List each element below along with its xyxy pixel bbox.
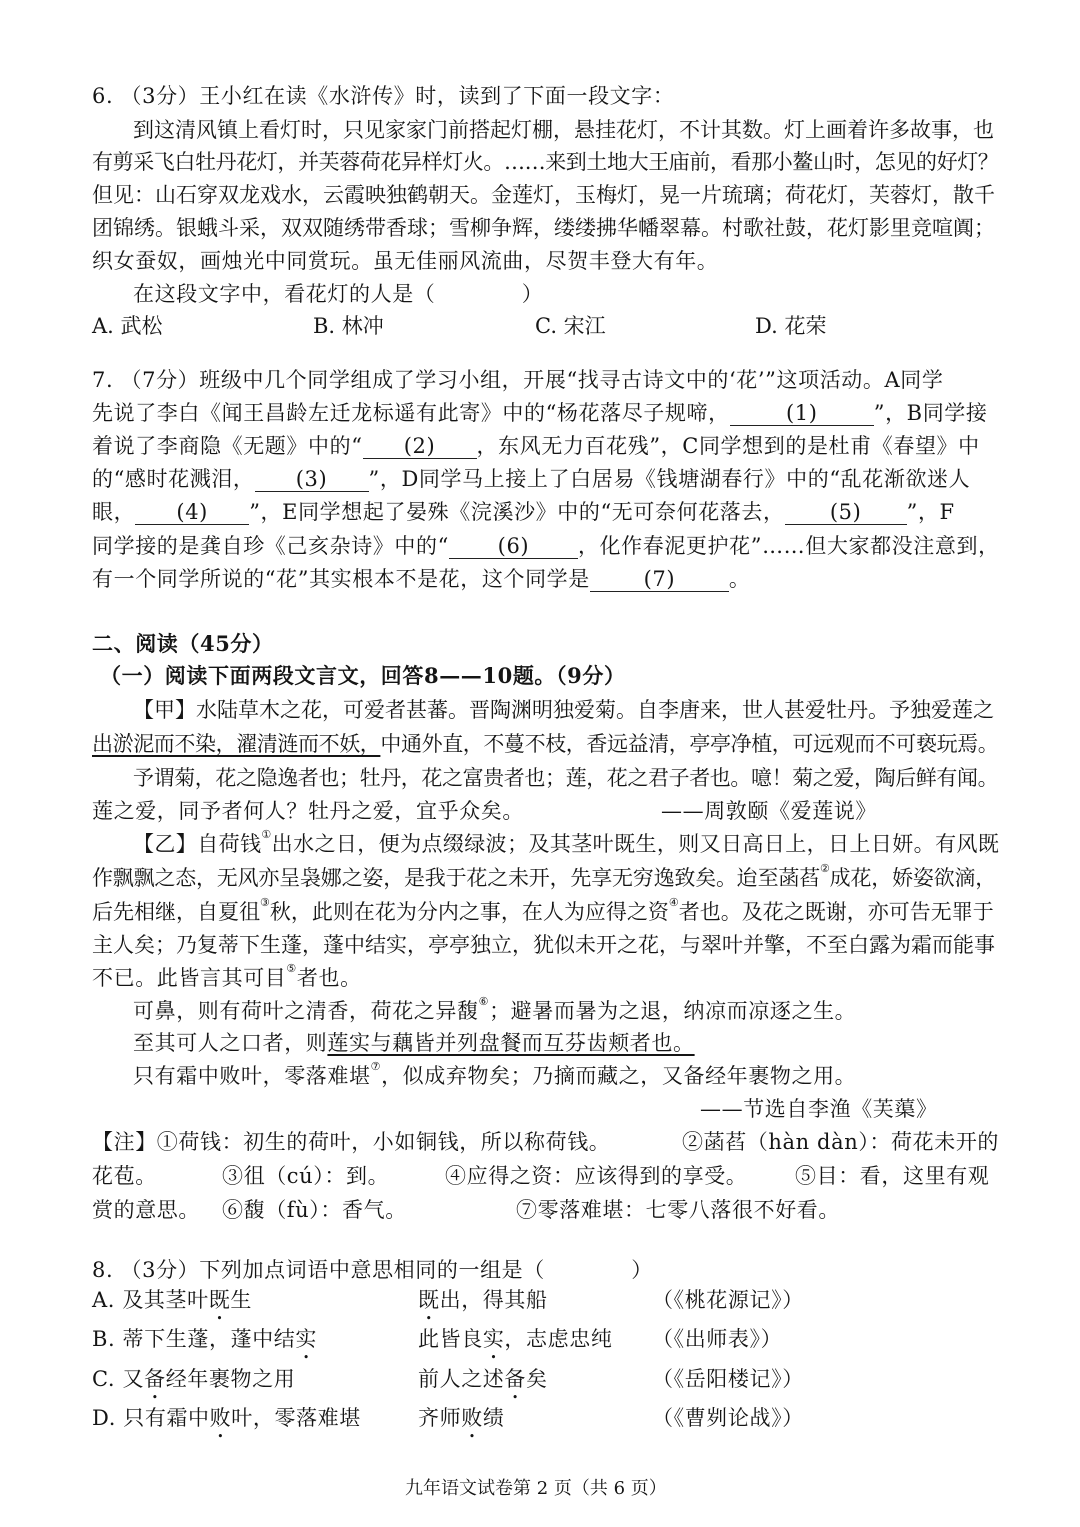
yi-source: ——节选自李渔《芙蕖》 [700, 1097, 938, 1121]
q6-passage-line: 但见：山石穿双龙戏水，云霞映独鹤朝天。金莲灯，玉梅灯，晃一片琉璃；荷花灯，芙蓉灯，散千 [92, 183, 995, 207]
notes-line: ③徂（cú）：到。 [222, 1164, 390, 1188]
q8-option-a-compare: 既出，得其船 [418, 1288, 548, 1312]
q8-option-b-compare: 此皆良实，志虑忠纯 [418, 1327, 613, 1351]
yi-line: 后先相继，自夏徂③秋，此则在花为分内之事，在人为应得之资④者也。及花之既谢，亦可告无罪于 [92, 896, 994, 924]
yi-line: 作飘飘之态，无风亦呈袅娜之姿，是我于花之未开，先享无穷逸致矣。迨至菡萏②成花，娇姿欲滴， [92, 862, 997, 890]
yi-line: 不已。此皆言其可目⑤者也。 [92, 962, 362, 990]
jia-line: 出淤泥而不染，濯清涟而不妖，中通外直，不蔓不枝，香远益清，亭亭净植，可远观而不可亵玩焉。 [92, 732, 999, 756]
q7-line: 7. （7分）班级中几个同学组成了学习小组，开展“找寻古诗文中的‘花’”这项活动。A同学 [92, 368, 944, 392]
q7-line: 眼， (4) ”，E同学想起了晏殊《浣溪沙》中的“无可奈何花落去， (5) ”，F [92, 500, 955, 524]
q7-line: 先说了李白《闻王昌龄左迁龙标遥有此寄》中的“杨花落尽子规啼， (1) ”，B同学接 [92, 401, 988, 425]
notes-line: ②菡萏（hàn dàn）：荷花未开的 [682, 1130, 1000, 1154]
answer-blank-1[interactable]: (1) [730, 401, 874, 426]
notes-line: ⑥馥（fù）：香气。 [222, 1198, 407, 1222]
q7-line: 同学接的是龚自珍《己亥杂诗》中的“ (6) ，化作春泥更护花”……但大家都没注意到， [92, 534, 1000, 558]
q8-option-b-source: （《出师表》） [652, 1327, 783, 1351]
q6-question: 在这段文字中，看花灯的人是（ ） [133, 282, 544, 306]
q8-option-a-source: （《桃花源记》） [652, 1288, 804, 1312]
underlined-sentence: 莲实与藕皆并列盘餐而互芬齿颊者也。 [327, 1031, 695, 1055]
jia-line: 【甲】水陆草木之花，可爱者甚蕃。晋陶渊明独爱菊。自李唐来，世人甚爱牡丹。予独爱莲之 [133, 698, 994, 722]
q7-line: 的“感时花溅泪， (3) ”，D同学马上接上了白居易《钱塘湖春行》中的“乱花渐欲迷人 [92, 467, 971, 491]
notes-line: 花苞。 [92, 1164, 157, 1188]
q6-passage-line: 到这清风镇上看灯时，只见家家门前搭起灯棚，悬挂花灯，不计其数。灯上画着许多故事，也 [133, 118, 994, 142]
answer-blank-7[interactable]: (7) [590, 567, 729, 592]
q8-option-a: A. 及其茎叶既生 [92, 1288, 252, 1312]
q8-option-d-source: （《曹刿论战》） [652, 1406, 804, 1430]
q6-option-b: B. 林冲 [313, 314, 384, 338]
answer-blank-4[interactable]: (4) [135, 500, 249, 525]
answer-blank-3[interactable]: (3) [255, 467, 369, 492]
q6-passage-line: 团锦绣。银蛾斗采，双双随绣带香球；雪柳争辉，缕缕拂华幡翠幕。村歌社鼓，花灯影里竞喧阗； [92, 216, 995, 240]
section-title: 二、阅读（45分） [92, 631, 274, 656]
q8-option-c-source: （《岳阳楼记》） [652, 1367, 804, 1391]
yi-line: 【乙】自荷钱①出水之日，便为点缀绿波；及其茎叶既生，则又日高日上，日上日妍。有风既 [133, 828, 1000, 856]
q8-option-c: C. 又备经年裹物之用 [92, 1367, 296, 1391]
subsection-title: （一）阅读下面两段文言文，回答8——10题。（9分） [100, 663, 626, 688]
jia-line: 莲之爱，同予者何人？牡丹之爱，宜乎众矣。 [92, 799, 524, 823]
q6-option-d: D. 花荣 [755, 314, 827, 338]
yi-line: 主人矣；乃复蒂下生蓬，蓬中结实，亭亭独立，犹似未开之花，与翠叶并擎，不至白露为霜而能事 [92, 933, 995, 957]
q7-line: 有一个同学所说的“花”其实根本不是花，这个同学是 (7) 。 [92, 567, 751, 591]
page-footer: 九年语文试卷第 2 页（共 6 页） [405, 1478, 667, 1499]
q8-option-d-compare: 齐师败绩 [418, 1406, 505, 1430]
q6-option-a: A. 武松 [92, 314, 163, 338]
q6-option-c: C. 宋江 [535, 314, 606, 338]
yi-line: 可鼻，则有荷叶之清香，荷花之异馥⑥；避暑而暑为之退，纳凉而凉逐之生。 [133, 995, 857, 1023]
q6-passage-line: 织女蚕奴，画烛光中同赏玩。虽无佳丽风流曲，尽贺丰登大有年。 [92, 249, 719, 273]
jia-source: ——周敦颐《爱莲说》 [661, 799, 877, 823]
notes-line: ⑤目：看，这里有观 [795, 1164, 990, 1188]
notes-line: 赏的意思。 [92, 1198, 200, 1222]
q8-stem: 8. （3分）下列加点词语中意思相同的一组是（ ） [92, 1258, 653, 1282]
jia-line: 予谓菊，花之隐逸者也；牡丹，花之富贵者也；莲，花之君子者也。噫！菊之爱，陶后鲜有闻。 [133, 766, 999, 790]
q7-line: 着说了李商隐《无题》中的“ (2) ，东风无力百花残”，C同学想到的是杜甫《春望》中 [92, 434, 980, 458]
notes-line: ④应得之资：应该得到的享受。 [445, 1164, 748, 1188]
q8-option-d: D. 只有霜中败叶，零落难堪 [92, 1406, 361, 1430]
answer-blank-6[interactable]: (6) [449, 534, 578, 559]
yi-line: 只有霜中败叶，零落难堪⑦，似成弃物矣；乃摘而藏之，又备经年裹物之用。 [133, 1060, 857, 1088]
answer-blank-5[interactable]: (5) [785, 500, 907, 525]
yi-line: 至其可人之口者，则莲实与藕皆并列盘餐而互芬齿颊者也。 [133, 1031, 695, 1055]
notes-line: 【注】①荷钱：初生的荷叶，小如铜钱，所以称荷钱。 [92, 1130, 611, 1154]
q8-option-c-compare: 前人之述备矣 [418, 1367, 548, 1391]
q6-passage-line: 有剪采飞白牡丹花灯，并芙蓉荷花异样灯火。……来到土地大王庙前，看那小鳌山时，怎见的好灯？ [92, 150, 999, 174]
q8-option-b: B. 蒂下生蓬，蓬中结实 [92, 1327, 318, 1351]
answer-blank-2[interactable]: (2) [363, 434, 477, 459]
q6-stem: 6. （3分）王小红在读《水浒传》时，读到了下面一段文字： [92, 84, 675, 108]
underlined-sentence: 出淤泥而不染，濯清涟而不妖， [92, 732, 381, 756]
notes-line: ⑦零落难堪：七零八落很不好看。 [516, 1198, 840, 1222]
